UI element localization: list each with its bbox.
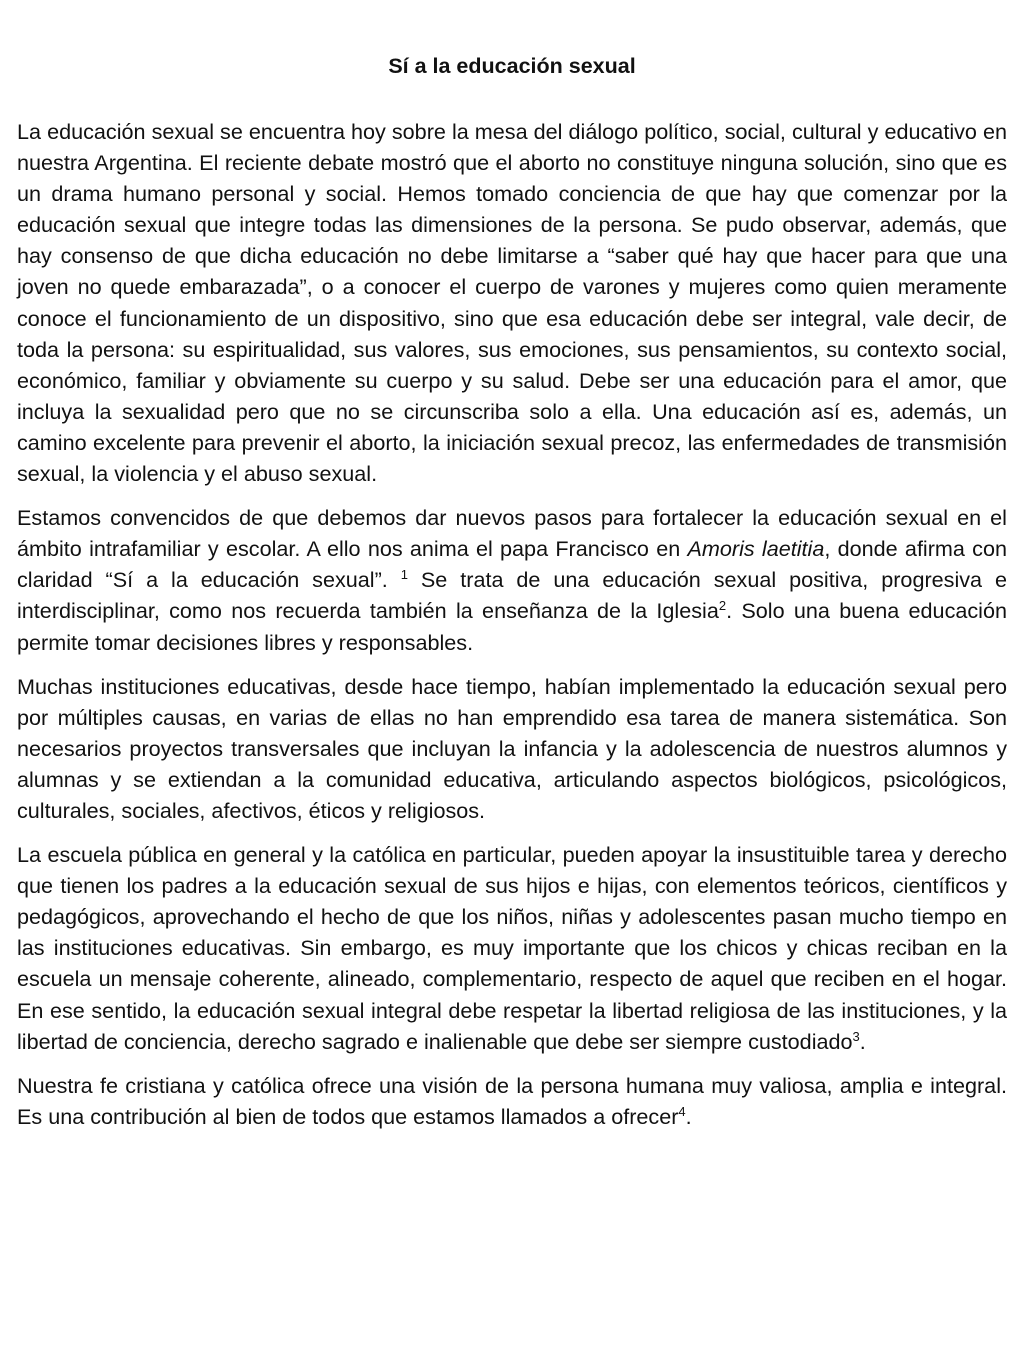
paragraph-4-end: . xyxy=(859,1028,866,1054)
paragraph-5-end: . xyxy=(685,1103,692,1129)
paragraph-2-text-2: , donde afirma con claridad “Sí a la educación sexual”. xyxy=(17,536,1007,593)
book-title-amoris-laetitia: Amoris laetitia xyxy=(687,536,825,562)
paragraph-4 xyxy=(17,839,1007,1057)
document-page xyxy=(17,52,1007,1145)
footnote-ref-4[interactable]: 4 xyxy=(678,1103,686,1119)
paragraph-2 xyxy=(17,502,1007,657)
paragraph-2-text-4: . Solo una buena educación permite tomar decisiones libres y responsables. xyxy=(17,598,1007,655)
paragraph-1: La educación sexual se encuentra hoy sobre la mesa del diálogo político, social, cultural y educativo en nuestra Argentina. El reciente debate mostró que el aborto no constituye ninguna solución, sino que es un drama humano personal y social. Hemos tomado conciencia de que hay que comenzar por la educación sexual que integre todas las dimensiones de la persona. Se pudo observar, además, que hay consenso de que dicha educación no debe limitarse a “saber qué hay que hacer para que una joven no quede embarazada”, o a conocer el cuerpo de varones y mujeres como quien meramente conoce el funcionamiento de un dispositivo, sino que esa educación debe ser integral, vale decir, de toda la persona: su espiritualidad, sus valores, sus emociones, sus pensamientos, su contexto social, económico, familiar y obviamente su cuerpo y su salud. Debe ser una educación para el amor, que incluya la sexualidad pero que no se circunscriba solo a ella. Una educación así es, además, un camino excelente para prevenir el aborto, la iniciación sexual precoz, las enfermedades de transmisión sexual, la violencia y el abuso sexual. xyxy=(17,119,1007,487)
document-title: Sí a la educación sexual xyxy=(388,54,636,78)
footnote-ref-1[interactable]: 1 xyxy=(400,567,408,583)
paragraph-2-text-1: Estamos convencidos de que debemos dar nuevos pasos para fortalecer la educación sexual en el ámbito intrafamiliar y escolar. A ello nos anima el papa Francisco en xyxy=(17,505,1007,562)
paragraph-2-text-3: Se trata de una educación sexual positiva, progresiva e interdisciplinar, como nos recuerda también la enseñanza de la Iglesia xyxy=(17,567,1008,624)
paragraph-3: Muchas instituciones educativas, desde hace tiempo, habían implementado la educación sexual pero por múltiples causas, en varias de ellas no han emprendido esa tarea de manera sistemática. Son necesarios proyectos transversales que incluyan la infancia y la adolescencia de nuestros alumnos y alumnas y se extiendan a la comunidad educativa, articulando aspectos biológicos, psicológicos, culturales, sociales, afectivos, éticos y religiosos. xyxy=(17,673,1007,823)
footnote-ref-3[interactable]: 3 xyxy=(852,1028,860,1044)
paragraph-5 xyxy=(17,1070,1007,1132)
footnote-ref-2[interactable]: 2 xyxy=(718,598,727,614)
paragraph-5-text: Nuestra fe cristiana y católica ofrece una visión de la persona humana muy valiosa, amplia e integral. Es una contribución al bien de todos que estamos llamados a ofrecer xyxy=(17,1072,1007,1129)
paragraph-4-text: La escuela pública en general y la católica en particular, pueden apoyar la insustituible tarea y derecho que tienen los padres a la educación sexual de sus hijos e hijas, con elementos teóricos, científicos y pedagógicos, aprovechando el hecho de que los niños, niñas y adolescentes pasan mucho tiempo en las instituciones educativas. Sin embargo, es muy importante que los chicos y chicas reciban en la escuela un mensaje coherente, alineado, complementario, respecto de aquel que reciben en el hogar. En ese sentido, la educación sexual integral debe respetar la libertad religiosa de las instituciones, y la libertad de conciencia, derecho sagrado e inalienable que debe ser siempre custodiado xyxy=(17,842,1007,1054)
